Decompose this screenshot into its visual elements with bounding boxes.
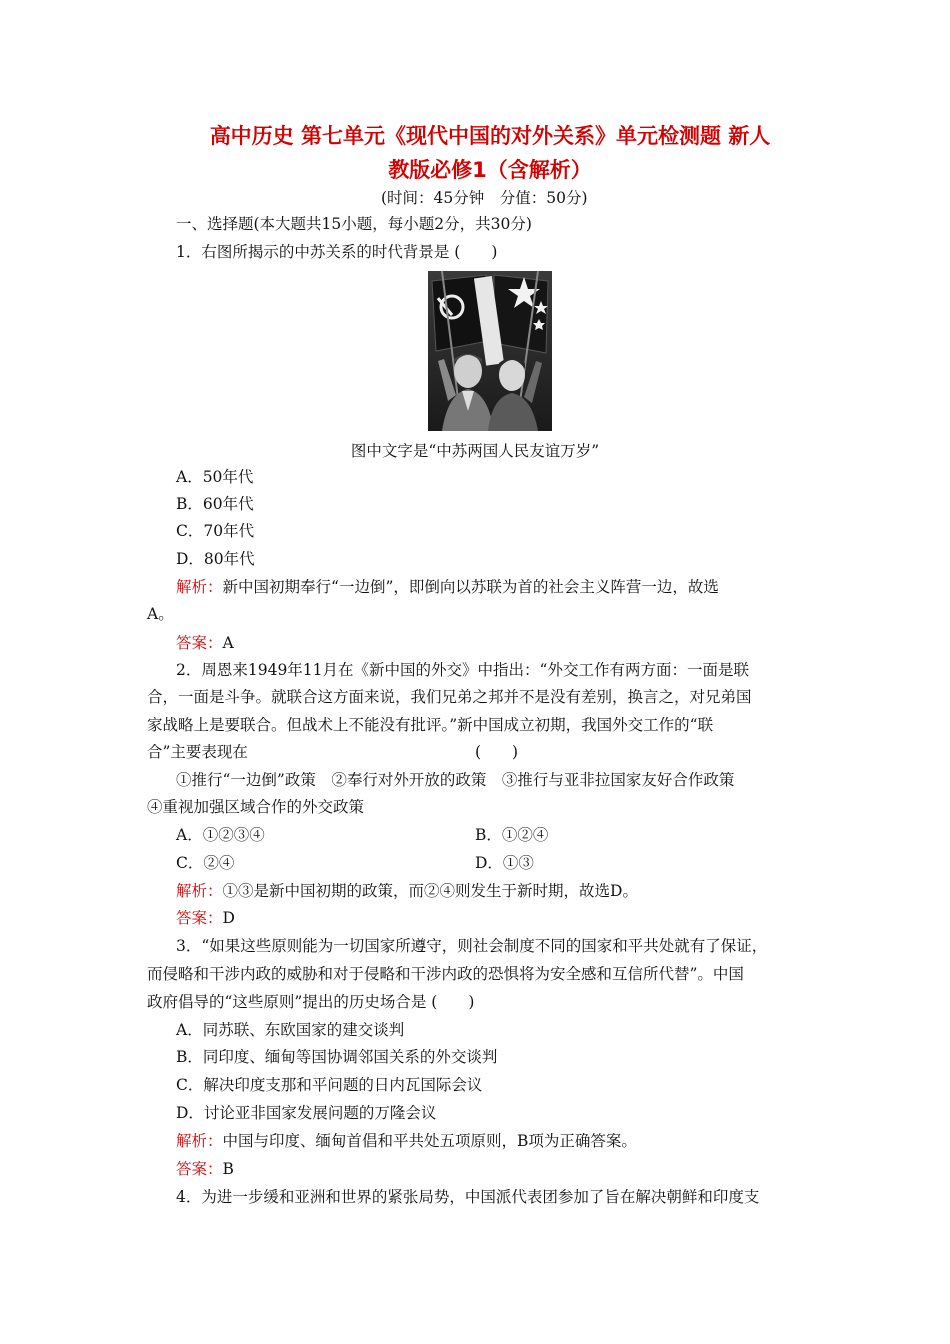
q4-stem-1: 4．为进一步缓和亚洲和世界的紧张局势，中国派代表团参加了旨在解决朝鲜和印度支	[176, 1188, 760, 1206]
q3-answer-value: B	[222, 1160, 234, 1178]
q3-answer	[176, 1158, 234, 1180]
q2-option-c: C．②④	[176, 854, 235, 872]
q2-stem-3: 家战略上是要联合。但战术上不能没有批评。”新中国成立初期，我国外交工作的“联	[147, 716, 714, 734]
q1-stem: 1．右图所揭示的中苏关系的时代背景是 ( )	[176, 243, 498, 261]
q1-analysis-cont: A。	[147, 605, 174, 623]
q1-option-d: D．80年代	[176, 550, 255, 568]
q1-option-b: B．60年代	[176, 495, 254, 513]
q2-option-b: B．①②④	[475, 826, 549, 844]
q1-option-c: C．70年代	[176, 522, 255, 540]
q2-items-1: ①推行“一边倒”政策 ②奉行对外开放的政策 ③推行与亚非拉国家友好合作政策	[176, 771, 735, 789]
poster-illustration	[428, 271, 552, 431]
q2-stem-4: 合”主要表现在	[147, 743, 248, 761]
q3-analysis	[176, 1130, 637, 1152]
q1-option-a: A．50年代	[176, 468, 254, 486]
q2-answer-label: 答案：	[176, 909, 223, 927]
q2-option-a: A．①②③④	[176, 826, 265, 844]
q1-analysis-label: 解析：	[176, 578, 223, 596]
q1-figure-caption: 图中文字是“中苏两国人民友谊万岁”	[350, 442, 600, 460]
q3-analysis-text: 中国与印度、缅甸首倡和平共处五项原则，B项为正确答案。	[222, 1132, 637, 1150]
q1-answer-label: 答案：	[176, 634, 223, 652]
q3-option-b: B．同印度、缅甸等国协调邻国关系的外交谈判	[176, 1048, 498, 1066]
q1-analysis	[176, 576, 719, 598]
document-title-line1: 高中历史 第七单元《现代中国的对外关系》单元检测题 新人	[209, 124, 771, 148]
q3-answer-label: 答案：	[176, 1160, 223, 1178]
document-title-line2: 教版必修1（含解析）	[388, 158, 592, 182]
q2-option-d: D．①③	[475, 854, 534, 872]
q2-answer	[176, 907, 235, 929]
q3-stem-1: 3．“如果这些原则能为一切国家所遵守，则社会制度不同的国家和平共处就有了保证，	[176, 937, 768, 955]
q1-analysis-text: 新中国初期奉行“一边倒”，即倒向以苏联为首的社会主义阵营一边，故选	[222, 578, 719, 596]
q3-option-c: C．解决印度支那和平问题的日内瓦国际会议	[176, 1076, 483, 1094]
q3-stem-3: 政府倡导的“这些原则”提出的历史场合是 ( )	[147, 993, 475, 1011]
q2-stem-1: 2．周恩来1949年11月在《新中国的外交》中指出：“外交工作有两方面：一面是联	[176, 661, 749, 679]
friendship-poster-image	[428, 271, 552, 431]
q3-option-a: A．同苏联、东欧国家的建交谈判	[176, 1021, 405, 1039]
q3-stem-2: 而侵略和干涉内政的威胁和对于侵略和干涉内政的恐惧将为安全感和互信所代替”。中国	[147, 965, 744, 983]
q1-answer	[176, 632, 234, 654]
q2-analysis-text: ①③是新中国初期的政策，而②④则发生于新时期，故选D。	[222, 882, 638, 900]
q2-analysis-label: 解析：	[176, 882, 223, 900]
q2-answer-paren: ( )	[475, 743, 519, 761]
q2-items-2: ④重视加强区域合作的外交政策	[147, 798, 365, 816]
q2-answer-value: D	[222, 909, 235, 927]
q3-option-d: D．讨论亚非国家发展问题的万隆会议	[176, 1104, 437, 1122]
q2-analysis	[176, 880, 638, 902]
q2-stem-2: 合，一面是斗争。就联合这方面来说，我们兄弟之邦并不是没有差别，换言之，对兄弟国	[147, 688, 752, 706]
q1-answer-value: A	[222, 634, 234, 652]
exam-meta: (时间：45分钟 分值：50分)	[381, 189, 588, 207]
section-heading: 一、选择题(本大题共15小题，每小题2分，共30分)	[176, 215, 532, 233]
q3-analysis-label: 解析：	[176, 1132, 223, 1150]
